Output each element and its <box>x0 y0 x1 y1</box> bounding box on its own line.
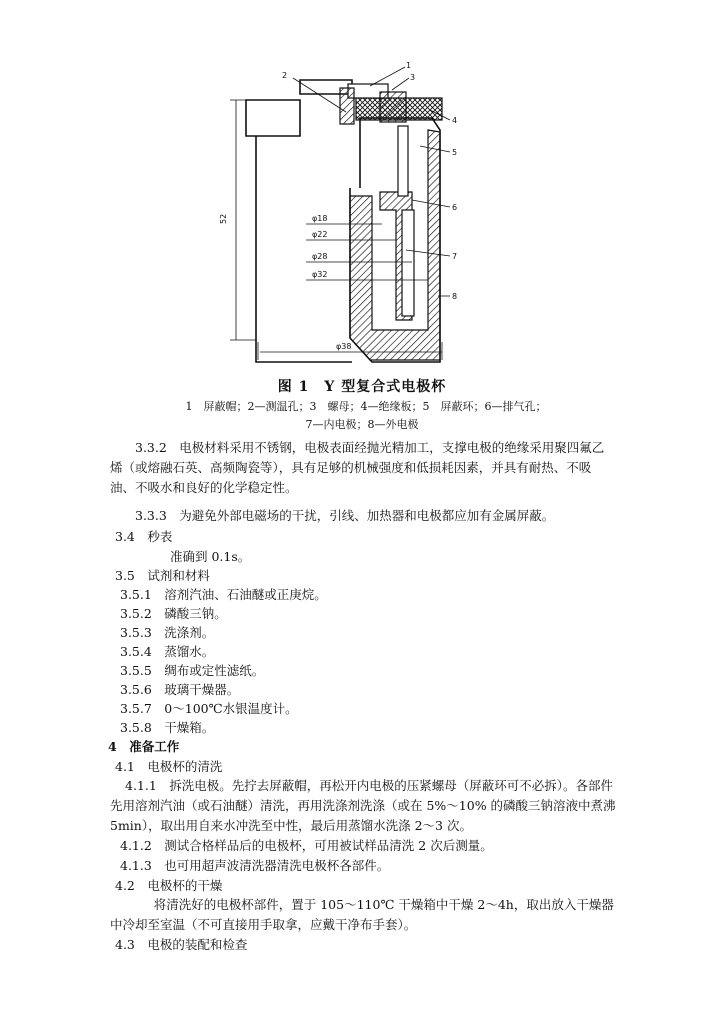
shield-cap-left-view <box>246 100 300 136</box>
dim-d38: φ38 <box>336 342 352 351</box>
outer-wall-hatch <box>350 130 440 360</box>
heading-4: 4 准备工作 <box>108 739 180 754</box>
outer-electrode-left-view <box>256 136 352 362</box>
callout-2: 2 <box>282 71 288 80</box>
dim-d28: φ28 <box>312 252 328 261</box>
paragraph-4-1-2: 4.1.2 测试合格样品后的电极杯，可用被试样品清洗 2 次后测量。 <box>120 838 493 853</box>
list-item: 3.5.2 磷酸三钠。 <box>120 606 227 621</box>
paragraph-3-3-3: 3.3.3 为避免外部电磁场的干扰，引线、加热器和电极都应加有金属屏蔽。 <box>135 508 555 523</box>
callout-8: 8 <box>452 292 458 301</box>
figure-title: 图 1 Y 型复合式电极杯 <box>277 379 447 395</box>
heading-4-2: 4.2 电极杯的干燥 <box>115 878 223 893</box>
dim-d32: φ32 <box>312 270 328 279</box>
callout-5: 5 <box>452 148 458 157</box>
list-item: 3.5.5 绸布或定性滤纸。 <box>120 663 265 678</box>
callout-3: 3 <box>410 73 416 82</box>
list-item: 3.5.3 洗涤剂。 <box>120 625 215 640</box>
dim-height: 52 <box>219 213 228 224</box>
heading-4-3: 4.3 电极的装配和检查 <box>115 937 248 952</box>
heading-3-4: 3.4 秒表 <box>115 529 173 544</box>
dim-d18: φ18 <box>312 214 328 223</box>
heading-3-5: 3.5 试剂和材料 <box>115 568 210 583</box>
callout-1: 1 <box>406 61 412 70</box>
figure-legend-line2: 7—内电极；8—外电极 <box>305 418 419 431</box>
list-item: 3.5.4 蒸馏水。 <box>120 644 215 659</box>
paragraph-4-1-3: 4.1.3 也可用超声波清洗器清洗电极杯各部件。 <box>120 858 390 873</box>
list-item: 3.5.1 溶剂汽油、石油醚或正庚烷。 <box>120 587 327 602</box>
dim-d22: φ22 <box>312 230 328 239</box>
paragraph-3-3-2: 3.3.2 电极材料采用不锈钢，电极表面经抛光精加工，支撑电极的绝缘采用聚四氟乙烯（或熔融石英、高频陶瓷等），具有足够的机械强度和低损耗因素，并具有耐热、不吸油、不吸水和良好的化学稳定性。 <box>110 440 605 495</box>
text-3-4: 准确到 0.1s。 <box>170 549 251 564</box>
electrode-cup-diagram <box>0 0 724 380</box>
heading-4-1: 4.1 电极杯的清洗 <box>115 759 223 774</box>
callout-4: 4 <box>452 116 458 125</box>
callout-7: 7 <box>452 252 458 261</box>
figure-legend-line1: 1 屏蔽帽；2—测温孔；3 螺母；4—绝缘板；5 屏蔽环；6—排气孔； <box>185 400 547 413</box>
paragraph-4-1-1: 4.1.1 拆洗电极。先拧去屏蔽帽，再松开内电极的压紧螺母（屏蔽环可不必拆）。各部件先用溶剂汽油（或石油醚）清洗，再用洗涤剂洗涤（或在 5%～10% 的磷酸三钠溶液中煮沸 5min），取出用自来水冲洗至中性，最后用蒸馏水洗涤 2～3 次。 <box>110 778 616 833</box>
callout-6: 6 <box>452 203 458 212</box>
paragraph-4-2: 将清洗好的电极杯部件，置于 105～110℃ 干燥箱中干燥 2～4h，取出放入干燥器中冷却至室温（不可直接用手取拿，应戴干净布手套）。 <box>110 897 614 932</box>
list-item: 3.5.8 干燥箱。 <box>120 720 215 735</box>
list-item: 3.5.7 0～100℃水银温度计。 <box>120 701 298 716</box>
list-item: 3.5.6 玻璃干燥器。 <box>120 682 240 697</box>
